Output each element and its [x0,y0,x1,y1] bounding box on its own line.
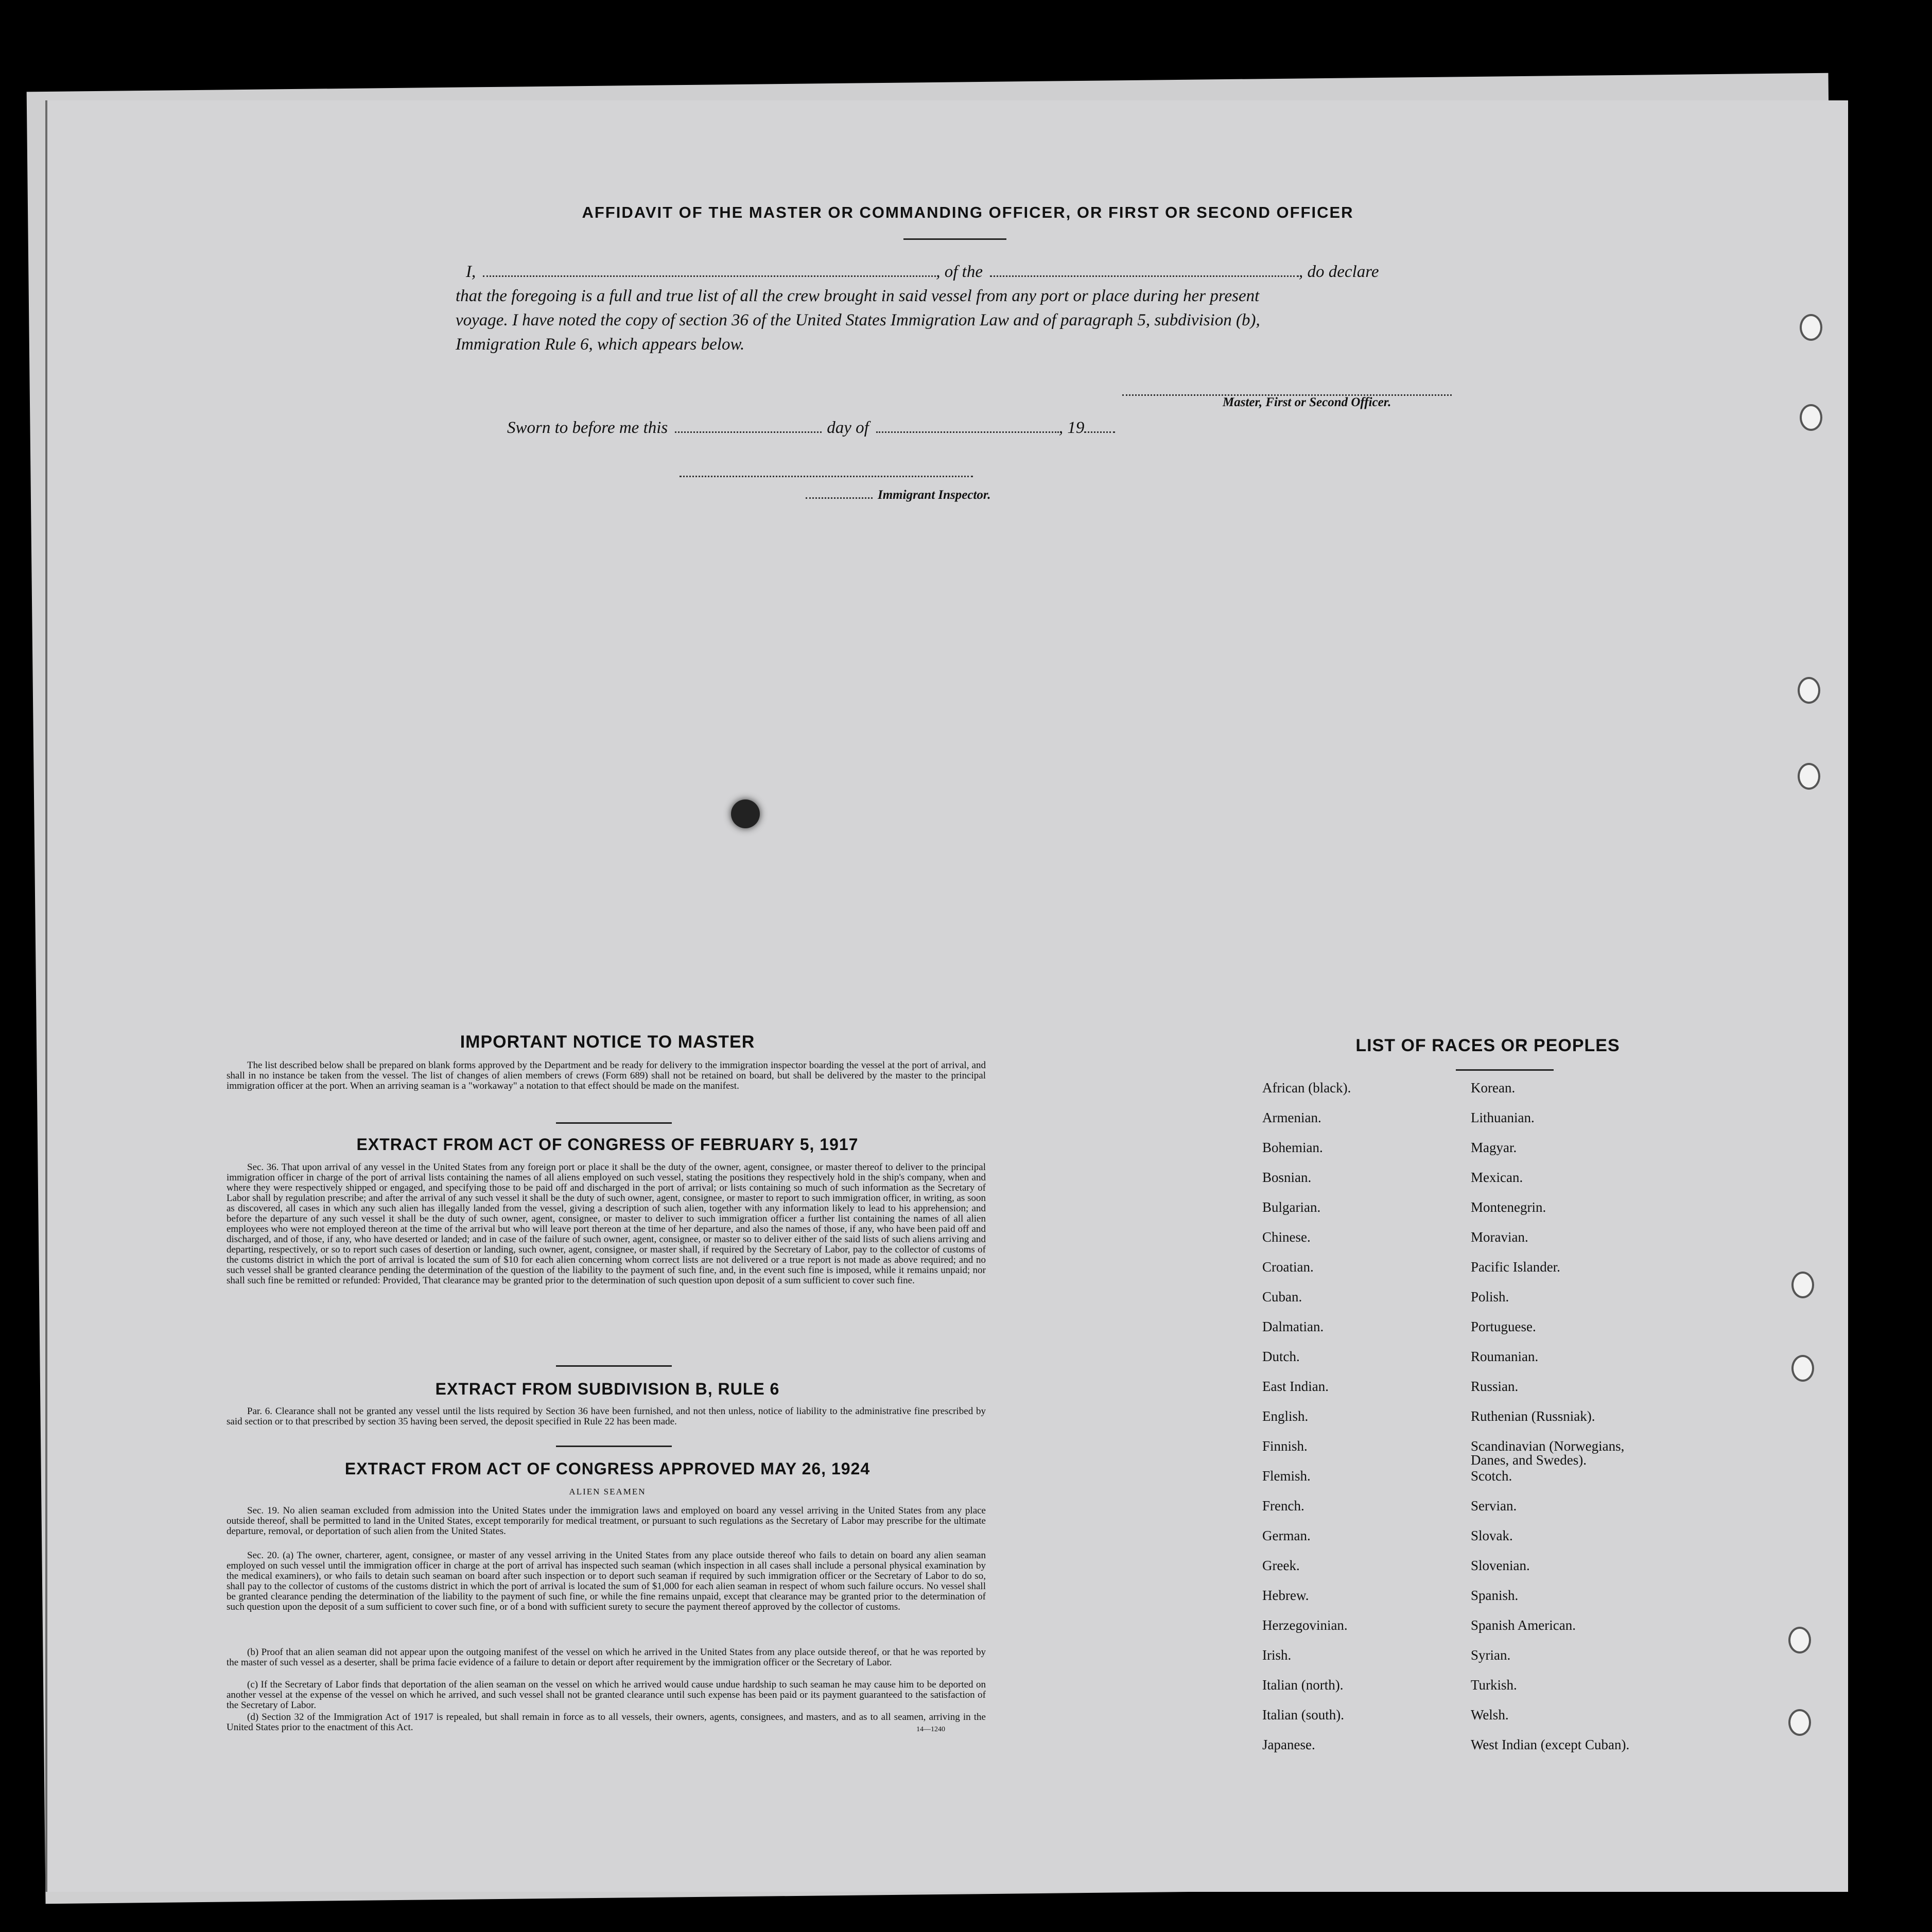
extract-1924-title: EXTRACT FROM ACT OF CONGRESS APPROVED MAY 26, 1924 [344,1459,871,1478]
affidavit-of-the-label: , of the [936,263,983,281]
sworn-year-field[interactable] [1084,418,1115,433]
race-item: Lithuanian. [1471,1110,1535,1125]
race-item: Syrian. [1471,1647,1511,1663]
race-item: Korean. [1471,1080,1516,1095]
race-item: Dutch. [1262,1349,1300,1364]
race-item: Magyar. [1471,1140,1517,1155]
sworn-line [507,418,1115,438]
race-item: Italian (north). [1262,1677,1344,1693]
race-item: Turkish. [1471,1677,1517,1693]
race-item: African (black). [1262,1080,1351,1095]
affidavit-declare-label: , do declare [1298,263,1379,281]
affidavit-i-label: I, [466,263,476,281]
sworn-day-of-label: day of [827,419,869,437]
punch-hole [1800,404,1822,431]
notice-title: IMPORTANT NOTICE TO MASTER [460,1032,755,1052]
affidavit-title-rule [903,238,1006,240]
race-item: Bohemian. [1262,1140,1323,1155]
extract-1924-subtitle: ALIEN SEAMEN [569,1487,646,1496]
race-item: French. [1262,1498,1304,1513]
race-item: Montenegrin. [1471,1199,1546,1215]
race-item: Italian (south). [1262,1707,1344,1722]
race-item: Slovak. [1471,1528,1513,1543]
extract-1924-sec20a: Sec. 20. (a) The owner, charterer, agent, consignee, or master of any vessel arriving in the United States from any place outside thereof who fails to detain on board any alien seaman employed on such vessel until the immigration officer in charge at the port of arrival has inspected such seaman (which inspection in all cases shall include a personal physical examination by the medical examiners), or who fails to detain such seaman on board after such inspection or to deport such seaman if required by such immigration officer or the Secretary of Labor to do so, shall pay to the collector of customs of the customs district in which the port of arrival is located the sum of $1,000 for each alien seaman in respect of whom such failure occurs. No vessel shall be granted clearance pending the determination of the liability to the payment of such fine, or while the fine remains unpaid, except that clearance may be granted prior to the determination of such question upon the deposit of a sum sufficient to cover such fine, or of a bond with sufficient surety to secure the payment thereof approved by the collector of customs. [227,1550,986,1612]
punch-hole [1800,314,1822,341]
race-item: Bosnian. [1262,1170,1312,1185]
race-item: Spanish. [1471,1588,1519,1603]
extract-1917-title: EXTRACT FROM ACT OF CONGRESS OF FEBRUARY 5, 1917 [356,1135,859,1154]
race-item: Slovenian. [1471,1558,1530,1573]
inspector-label: Immigrant Inspector. [878,488,991,502]
race-item: Cuban. [1262,1289,1302,1304]
extract-1924-sec20d: (d) Section 32 of the Immigration Act of 1917 is repealed, but shall remain in force as to all vessels, their owners, agents, consignees, and masters, and as to all seamen, arriving in the United States prior to the enactment of this Act. [227,1712,986,1733]
race-item: Mexican. [1471,1170,1523,1185]
affidavit-line-3: voyage. I have noted the copy of section 36 of the United States Immigration Law and of paragraph 5, subdivision (b), [456,311,1260,329]
sworn-month-field[interactable] [876,418,1059,433]
race-item: Bulgarian. [1262,1199,1321,1215]
race-item: Scandinavian (Norwegians, Danes, and Swedes). [1471,1438,1625,1468]
punch-hole [1798,763,1820,790]
race-item: Spanish American. [1471,1617,1576,1633]
race-item: Hebrew. [1262,1588,1309,1603]
races-title-rule [1456,1069,1554,1071]
punch-hole [1788,1627,1811,1653]
race-item: Welsh. [1471,1707,1509,1722]
race-item: Portuguese. [1471,1319,1536,1334]
affidavit-body [456,260,1465,357]
form-number: 14—1240 [916,1726,945,1733]
races-list [1262,1081,1726,1768]
notice-text: The list described below shall be prepared on blank forms approved by the Department and be ready for delivery to the immigration inspector boarding the vessel at the port of arrival, and shall in no instance be taken from the vessel. The list of changes of alien members of crews (Form 689) shall not be retained on board, but shall be delivered by the master to the principal immigration officer at the port. When an arriving seaman is a "workaway" a notation to that effect should be made on the manifest. [227,1060,986,1091]
extract-rule6-text: Par. 6. Clearance shall not be granted any vessel until the lists required by Section 36 have been furnished, and not then unless, notice of liability to the administrative fine prescribed by said section or to that prescribed by section 35 having been served, the deposit specified in Rule 22 has been made. [227,1406,986,1427]
extract-rule6-title: EXTRACT FROM SUBDIVISION B, RULE 6 [435,1380,780,1398]
race-item: Scotch. [1471,1468,1512,1484]
race-item: Herzegovinian. [1262,1617,1348,1633]
inspector-line [806,484,991,502]
sworn-before-label: Sworn to before me this [507,419,668,437]
ink-blot [731,799,760,828]
race-item: German. [1262,1528,1311,1543]
race-item: Flemish. [1262,1468,1311,1484]
race-item: English. [1262,1408,1309,1424]
punch-hole [1791,1355,1814,1382]
affidavit-title: AFFIDAVIT OF THE MASTER OR COMMANDING OFFICER, OR FIRST OR SECOND OFFICER [582,203,1354,221]
race-item: East Indian. [1262,1379,1329,1394]
race-item: Armenian. [1262,1110,1321,1125]
race-item: Finnish. [1262,1438,1308,1454]
race-item: Greek. [1262,1558,1300,1573]
race-item: Russian. [1471,1379,1519,1394]
extract-1924-sec20b: (b) Proof that an alien seaman did not appear upon the outgoing manifest of the vessel on which he arrived in the United States from any place outside thereof, or that he was reported by the master of such vessel as a deserter, shall be prima facie evidence of a failure to detain or deport after requirement by the immigration officer or the Secretary of Labor. [227,1647,986,1668]
races-title: LIST OF RACES OR PEOPLES [1355,1036,1620,1055]
extract-1917-rule [556,1365,672,1367]
affidavit-line-4: Immigration Rule 6, which appears below. [456,335,745,354]
notice-rule [556,1122,672,1124]
sworn-day-field[interactable] [675,418,822,433]
race-item: Roumanian. [1471,1349,1539,1364]
extract-1924-sec19: Sec. 19. No alien seaman excluded from admission into the United States under the immigration laws and employed on board any vessel arriving in the United States from any place outside thereof, shall be permitted to land in the United States, except temporarily for medical treatment, or pursuant to such regulations as the Secretary of Labor may prescribe for the ultimate departure, removal, or deportation of such alien from the United States. [227,1505,986,1537]
punch-hole [1791,1272,1814,1298]
inspector-signature-line[interactable] [680,462,973,477]
master-signature-label: Master, First or Second Officer. [1223,395,1391,409]
race-item: Irish. [1262,1647,1292,1663]
race-item: Moravian. [1471,1229,1528,1245]
declarant-name-field[interactable] [483,262,936,277]
race-item: Servian. [1471,1498,1517,1513]
inspector-dots [806,484,873,499]
sworn-year-label: , 19 [1058,419,1085,437]
extract-rule6-rule [556,1446,672,1447]
punch-hole [1788,1709,1811,1736]
race-item: Ruthenian (Russniak). [1471,1408,1595,1424]
extract-1924-sec20c: (c) If the Secretary of Labor finds that deportation of the alien seaman on the vessel on which he arrived would cause undue hardship to such seaman he may cause him to be deported on another vessel at the expense of the vessel on which he arrived, and such vessel shall not be granted clearance until such expense has been paid or its payment guaranteed to the satisfaction of the Secretary of Labor. [227,1679,986,1711]
affidavit-line-2: that the foregoing is a full and true list of all the crew brought in said vessel from any port or place during her present [456,287,1260,305]
race-item: Croatian. [1262,1259,1314,1275]
race-item: West Indian (except Cuban). [1471,1737,1630,1752]
race-item: Japanese. [1262,1737,1315,1752]
race-item: Pacific Islander. [1471,1259,1560,1275]
affidavit-line-1 [456,260,1465,284]
vessel-field[interactable] [990,262,1299,277]
extract-1917-text: Sec. 36. That upon arrival of any vessel in the United States from any foreign port or place it shall be the duty of the owner, agent, consignee, or master thereof to deliver to the principal immigration officer in charge of the port of arrival lists containing the names of all aliens employed on such vessel, stating the positions they respectively hold in the ship's company, when and where they were respectively shipped or engaged, and specifying those to be paid off and discharged in the port of arrival; or lists containing so much of such information as the Secretary of Labor shall by regulation prescribe; and after the arrival of any such vessel it shall be the duty of such owner, agent, consignee, or master to report to such immigration officer, in writing, as soon as discovered, all cases in which any such alien has illegally landed from the vessel, giving a description of such alien, together with any information likely to lead to his apprehension; and before the departure of any such vessel it shall be the duty of such owner, agent, consignee, or master to deliver to such immigration officer a further list containing the names of all alien employees who were not employed thereon at the time of the arrival but who will leave port thereon at the time of her departure, and also the names of those, if any, who have been paid off and discharged, and of those, if any, who have deserted or landed; and in case of the failure of such owner, agent, consignee, or master so to deliver either of the said lists of such aliens arriving and departing, respectively, or so to report such cases of desertion or landing, such owner, agent, consignee, or master shall, if required by the Secretary of Labor, pay to the collector of customs of the customs district in which the port of arrival is located the sum of $10 for each alien concerning whom correct lists are not delivered or a true report is not made as above required; and no such vessel shall be granted clearance pending the determination of the question of the liability to the payment of such fine, and, in the event such fine is imposed, while it remains unpaid; nor shall such fine be remitted or refunded: Provided, That clearance may be granted prior to the determination of such question upon deposit of a sum sufficient to cover such fine. [227,1162,986,1286]
master-signature-line[interactable] [1122,381,1452,396]
race-item: Polish. [1471,1289,1509,1304]
punch-hole [1798,677,1820,704]
race-item: Dalmatian. [1262,1319,1324,1334]
race-item: Chinese. [1262,1229,1311,1245]
